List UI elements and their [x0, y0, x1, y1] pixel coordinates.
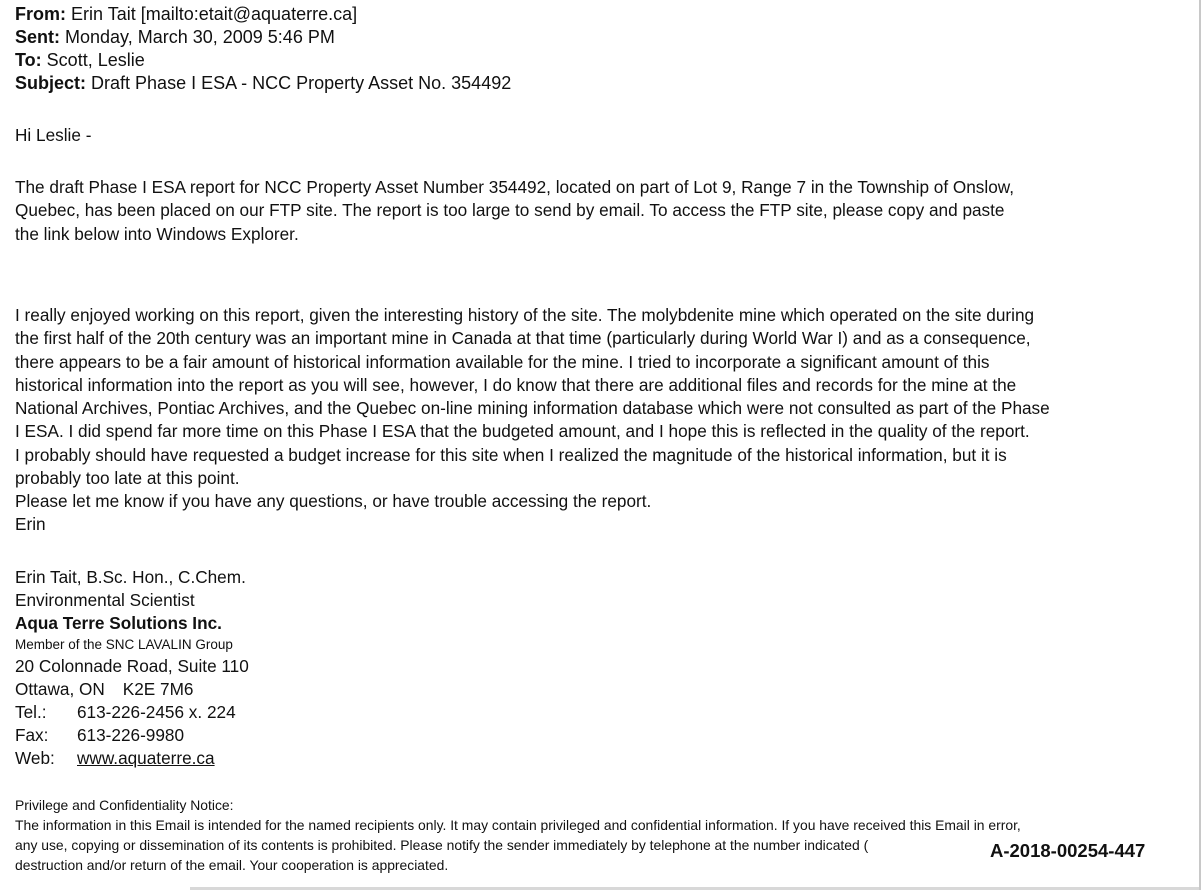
- to-line: [15, 49, 511, 72]
- web-link[interactable]: www.aquaterre.ca: [77, 748, 215, 768]
- sent-line: [15, 26, 511, 49]
- notice-title: Privilege and Confidentiality Notice:: [15, 797, 234, 813]
- signature-company: Aqua Terre Solutions Inc.: [15, 613, 222, 633]
- paragraph-line: probably too late at this point.: [15, 468, 240, 489]
- signature-member: Member of the SNC LAVALIN Group: [15, 637, 233, 652]
- paragraph-line: the link below into Windows Explorer.: [15, 223, 299, 244]
- paragraph-line: I ESA. I did spend far more time on this Phase I ESA that the budgeted amount, and I hope this is reflected in the quality of the report.: [15, 421, 1030, 442]
- tel-value: 613-226-2456 x. 224: [77, 702, 236, 722]
- from-label: From:: [15, 4, 66, 24]
- greeting: Hi Leslie -: [15, 125, 92, 145]
- paragraph-line: National Archives, Pontiac Archives, and the Quebec on-line mining information database which were not consulted as part of the Phase: [15, 398, 1050, 419]
- signoff: Erin: [15, 514, 46, 534]
- signature-block: [15, 566, 249, 770]
- paragraph-line: I really enjoyed working on this report, given the interesting history of the site. The molybdenite mine which operated on the site during: [15, 305, 1035, 325]
- email-headers: [15, 3, 511, 95]
- paragraph-history: [15, 304, 1050, 490]
- document-stamp: A-2018-00254-447: [986, 840, 1149, 862]
- signature-fax: [15, 724, 249, 747]
- paragraph-line: there appears to be a fair amount of historical information available for the mine. I tried to incorporate a significant amount of this: [15, 351, 990, 372]
- from-value: Erin Tait [mailto:etait@aquaterre.ca]: [71, 4, 358, 24]
- signature-web: [15, 747, 249, 770]
- fax-value: 613-226-9980: [77, 725, 185, 745]
- paragraph-line: I probably should have requested a budget increase for this site when I realized the magnitude of the historical information, but it is: [15, 444, 1007, 465]
- subject-line: [15, 72, 511, 95]
- closing-line: Please let me know if you have any questions, or have trouble accessing the report.: [15, 491, 652, 511]
- fax-label: Fax:: [15, 725, 49, 745]
- tel-label: Tel.:: [15, 702, 47, 722]
- signature-address1: 20 Colonnade Road, Suite 110: [15, 656, 249, 676]
- subject-label: Subject:: [15, 73, 87, 93]
- paragraph-line: Quebec, has been placed on our FTP site. The report is too large to send by email. To access the FTP site, please copy and paste: [15, 200, 1005, 221]
- to-value: Scott, Leslie: [46, 50, 145, 70]
- paragraph-ftp: [15, 176, 1014, 246]
- notice-line: The information in this Email is intended for the named recipients only. It may contain privileged and confidential information. If you have received this Email in error,: [15, 817, 1021, 833]
- sent-value: Monday, March 30, 2009 5:46 PM: [65, 27, 335, 47]
- paragraph-line: the first half of the 20th century was an important mine in Canada at that time (particularly during World War I) and as a consequence,: [15, 328, 1031, 349]
- paragraph-line: historical information into the report as you will see, however, I do know that there are additional files and records for the mine at the: [15, 374, 1017, 395]
- paragraph-line: The draft Phase I ESA report for NCC Property Asset Number 354492, located on part of Lot 9, Range 7 in the Township of Onslow,: [15, 177, 1015, 197]
- notice-line: any use, copying or dissemination of its contents is prohibited. Please notify the sender immediately by telephone at the number indicated (: [15, 837, 869, 853]
- sent-label: Sent:: [15, 27, 60, 47]
- signature-postal: K2E 7M6: [122, 679, 194, 699]
- signature-address2: [15, 678, 249, 701]
- signature-name: Erin Tait, B.Sc. Hon., C.Chem.: [15, 567, 246, 587]
- confidentiality-notice: [15, 795, 1021, 875]
- signature-tel: [15, 701, 249, 724]
- web-label: Web:: [15, 748, 55, 768]
- signature-title: Environmental Scientist: [15, 590, 195, 610]
- notice-line: destruction and/or return of the email. Your cooperation is appreciated.: [15, 857, 449, 873]
- from-line: [15, 3, 511, 26]
- to-label: To:: [15, 50, 42, 70]
- subject-value: Draft Phase I ESA - NCC Property Asset No. 354492: [91, 73, 512, 93]
- signature-city: Ottawa, ON: [15, 679, 105, 699]
